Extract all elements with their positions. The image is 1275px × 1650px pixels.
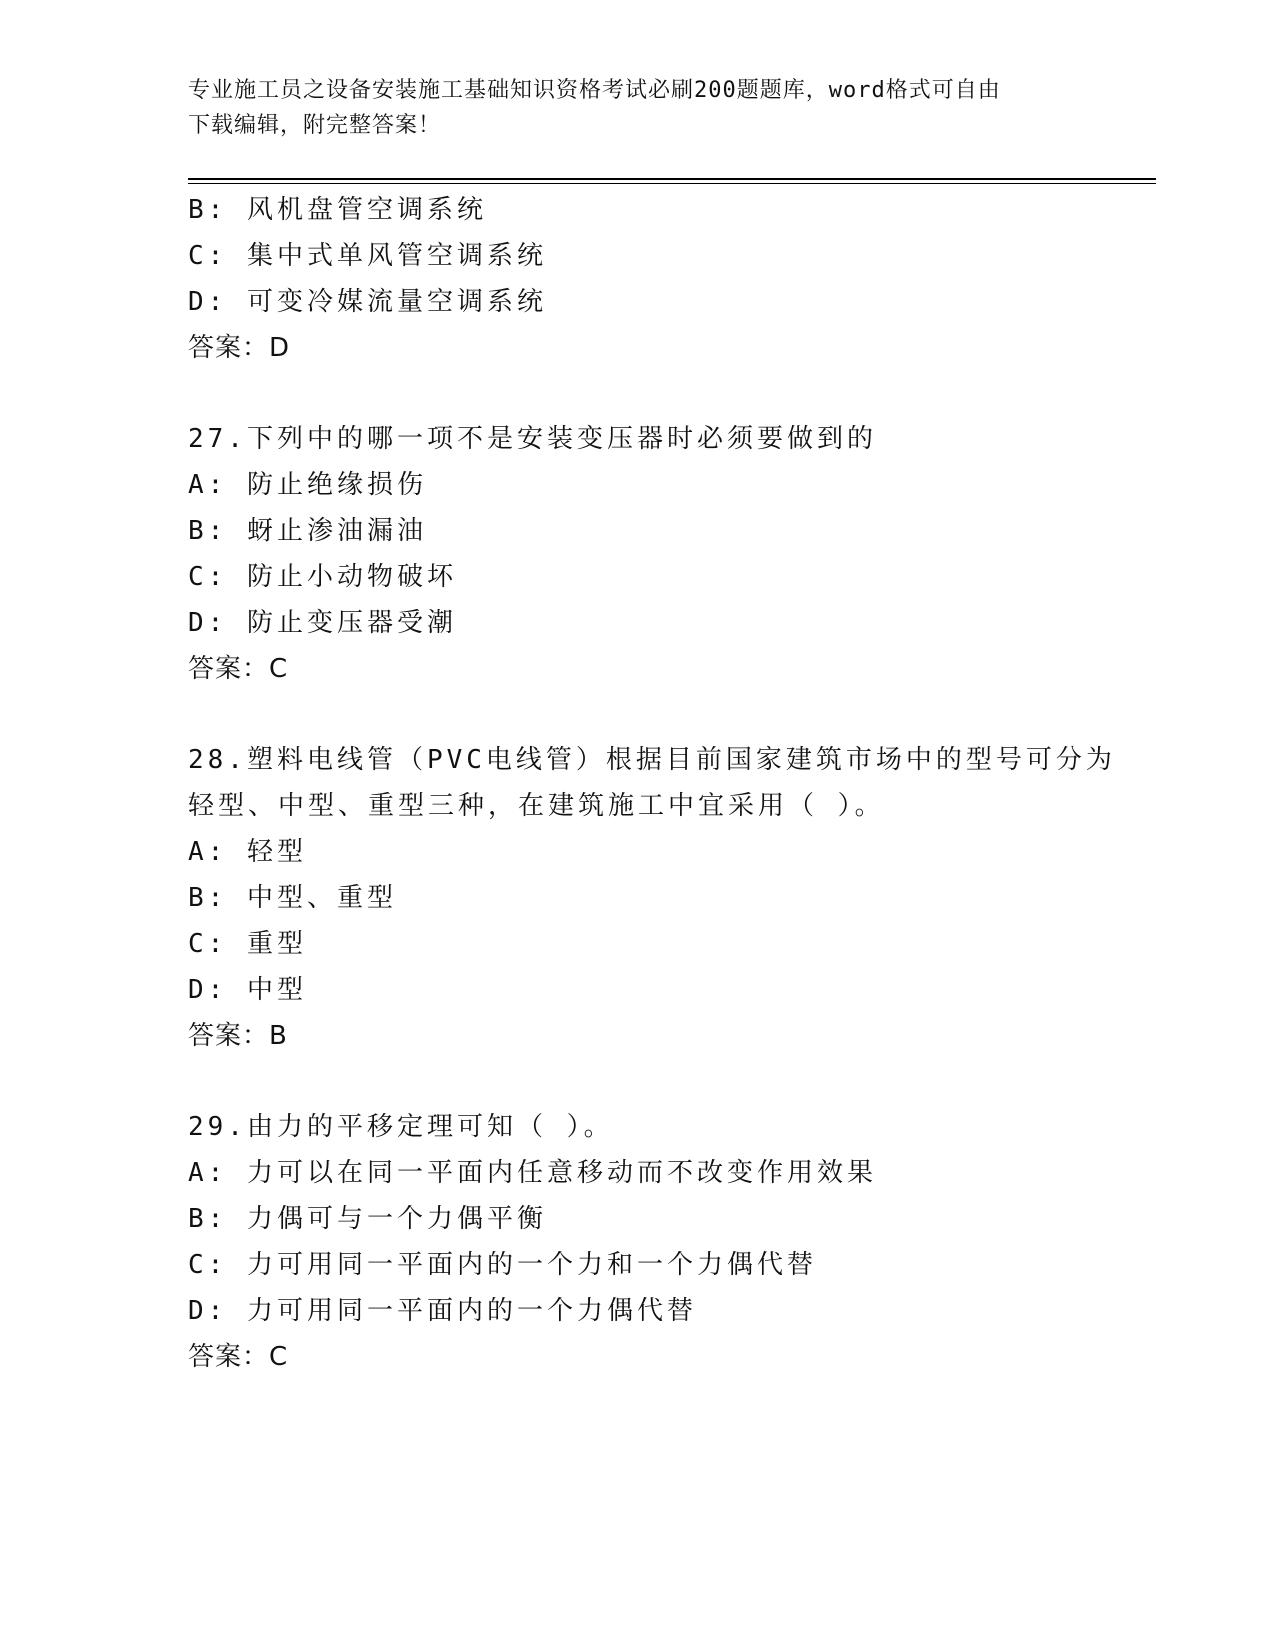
option-a: A: 轻型	[188, 837, 307, 867]
spacer	[188, 371, 1088, 416]
option-b: B: 风机盘管空调系统	[188, 195, 487, 225]
question-text-line-2: 轻型、中型、重型三种，在建筑施工中宜采用（ ）。	[188, 791, 885, 821]
option-c: C: 重型	[188, 929, 307, 959]
answer-line: 答案：B	[188, 1021, 288, 1051]
header-divider-thin	[188, 183, 1156, 184]
option-c: C: 集中式单风管空调系统	[188, 241, 547, 271]
answer-line: 答案：D	[188, 333, 291, 363]
spacer	[188, 1059, 1088, 1104]
option-d: D: 中型	[188, 975, 307, 1005]
option-d: D: 可变冷媒流量空调系统	[188, 287, 547, 317]
option-b: B: 蚜止渗油漏油	[188, 516, 427, 546]
question-text: 29.由力的平移定理可知（ ）。	[188, 1112, 614, 1142]
answer-line: 答案：C	[188, 1342, 289, 1372]
question-27	[188, 416, 1088, 692]
spacer	[188, 692, 1088, 737]
question-26-continued	[188, 187, 1088, 371]
option-c: C: 防止小动物破坏	[188, 562, 457, 592]
option-a: A: 力可以在同一平面内任意移动而不改变作用效果	[188, 1158, 877, 1188]
header-title-line-1: 专业施工员之设备安装施工基础知识资格考试必刷200题题库，word格式可自由	[188, 78, 1001, 103]
question-28	[188, 737, 1116, 1059]
question-text-line-1: 28.塑料电线管（PVC电线管）根据目前国家建筑市场中的型号可分为	[188, 745, 1116, 775]
option-b: B: 中型、重型	[188, 883, 397, 913]
header-title-line-2: 下载编辑，附完整答案！	[188, 113, 442, 138]
option-d: D: 力可用同一平面内的一个力偶代替	[188, 1296, 697, 1326]
option-d: D: 防止变压器受潮	[188, 608, 457, 638]
page-header	[188, 73, 1088, 143]
option-b: B: 力偶可与一个力偶平衡	[188, 1204, 547, 1234]
answer-line: 答案：C	[188, 654, 289, 684]
option-c: C: 力可用同一平面内的一个力和一个力偶代替	[188, 1250, 817, 1280]
header-divider-thick	[188, 178, 1156, 180]
option-a: A: 防止绝缘损伤	[188, 470, 427, 500]
question-29	[188, 1104, 1088, 1380]
question-text: 27.下列中的哪一项不是安装变压器时必须要做到的	[188, 424, 877, 454]
question-list	[188, 187, 1116, 1380]
